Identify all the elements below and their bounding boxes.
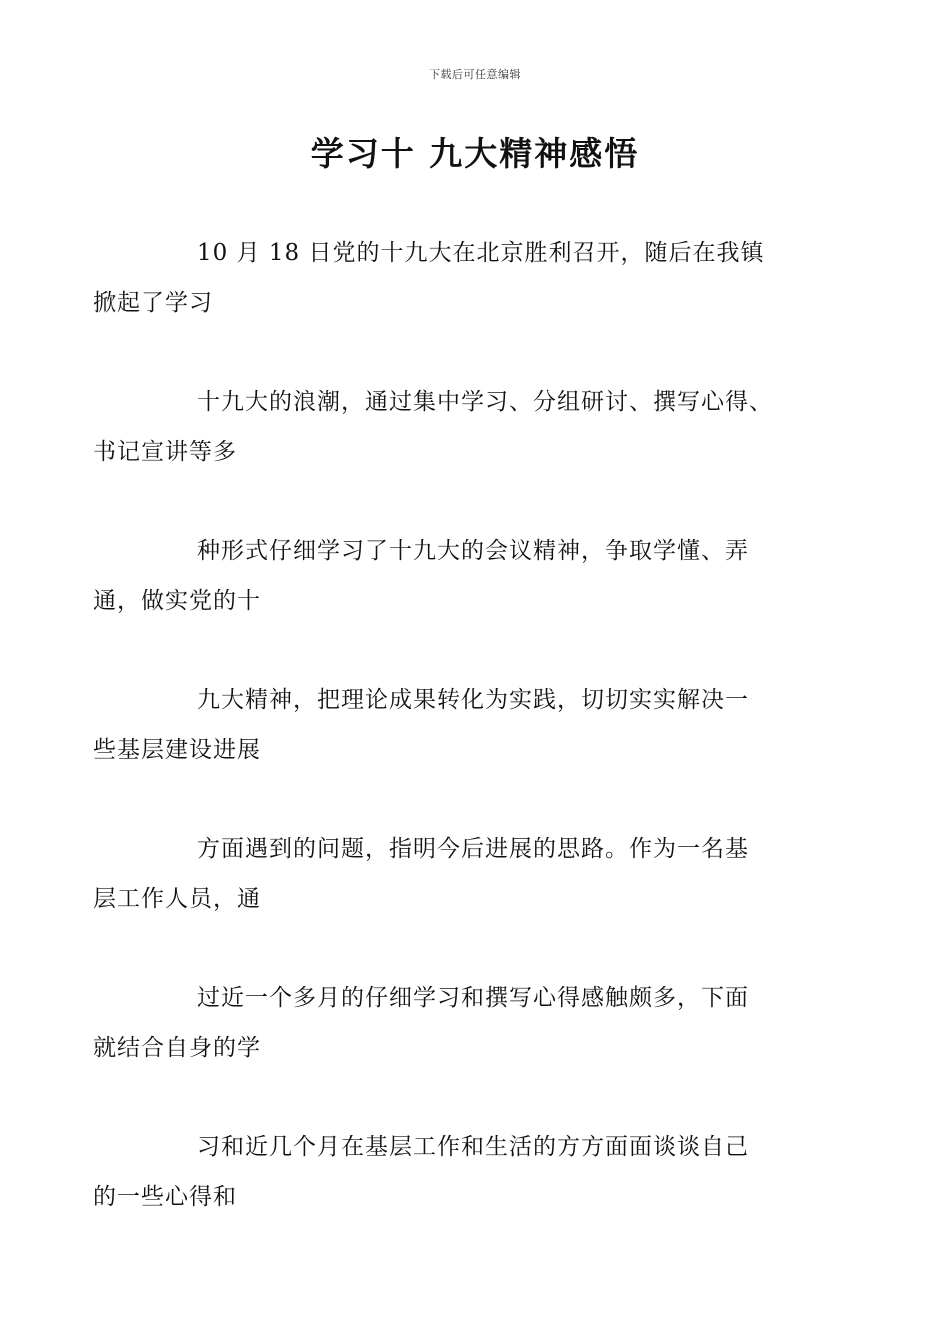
paragraph-line: 些基层建设进展 [93, 737, 261, 763]
paragraph-line: 过近一个多月的仔细学习和撰写心得感触颇多，下面 [197, 985, 749, 1011]
document-body [93, 228, 810, 1271]
paragraph-line: 层工作人员，通 [93, 886, 261, 912]
paragraph-line: 种形式仔细学习了十九大的会议精神，争取学懂、弄 [197, 538, 749, 564]
paragraph-line: 的一些心得和 [93, 1184, 237, 1210]
paragraph-line: 10 月 18 日党的十九大在北京胜利召开，随后在我镇 [197, 240, 765, 266]
paragraph [93, 824, 810, 924]
document-title: 学习十 九大精神感悟 [310, 134, 640, 173]
paragraph [93, 973, 810, 1073]
paragraph-line: 就结合自身的学 [93, 1035, 261, 1061]
paragraph-line: 书记宣讲等多 [93, 439, 237, 465]
paragraph [93, 526, 810, 626]
paragraph [93, 228, 810, 328]
paragraph-line: 方面遇到的问题，指明今后进展的思路。作为一名基 [197, 836, 749, 862]
paragraph [93, 675, 810, 775]
header-note: 下载后可任意编辑 [429, 68, 521, 81]
paragraph-line: 习和近几个月在基层工作和生活的方方面面谈谈自己 [197, 1134, 749, 1160]
paragraph-line: 九大精神，把理论成果转化为实践，切切实实解决一 [197, 687, 749, 713]
paragraph [93, 377, 810, 477]
paragraph-line: 掀起了学习 [93, 290, 213, 316]
paragraph-line: 十九大的浪潮，通过集中学习、分组研讨、撰写心得、 [197, 389, 773, 415]
paragraph-line: 通，做实党的十 [93, 588, 261, 614]
paragraph [93, 1122, 810, 1222]
